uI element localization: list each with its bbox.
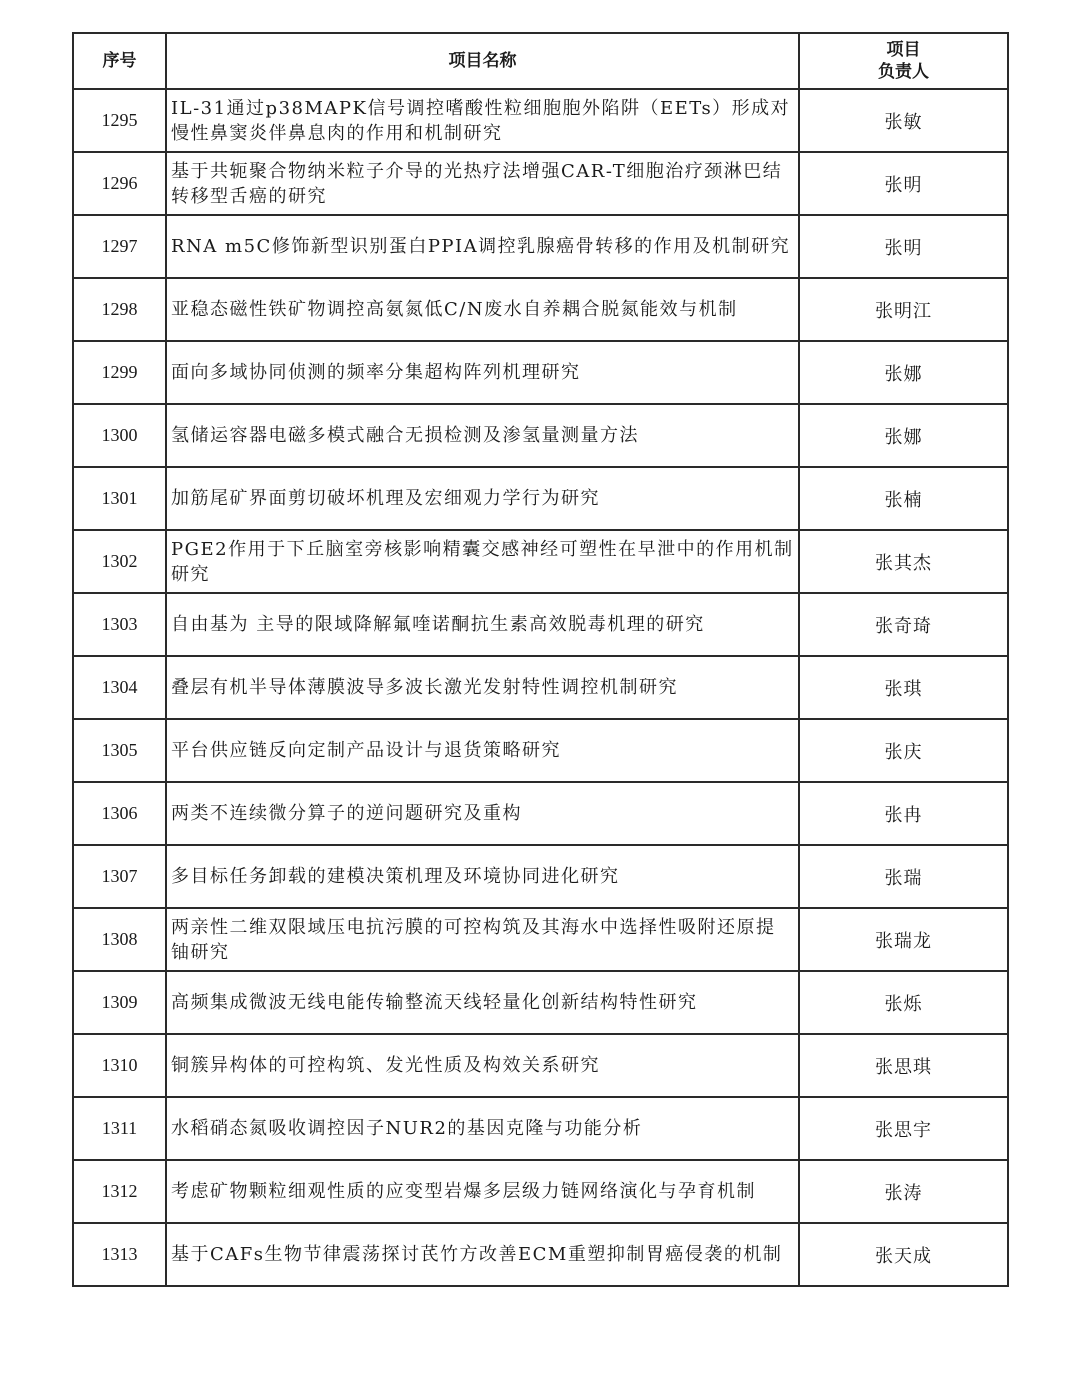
header-leader-line1: 项目 (886, 40, 921, 60)
row-project-name: 两类不连续微分算子的逆问题研究及重构 (166, 782, 799, 845)
row-number: 1299 (73, 341, 166, 404)
row-project-leader: 张琪 (799, 656, 1008, 719)
table-row (73, 971, 1008, 1034)
row-number: 1312 (73, 1160, 166, 1223)
row-number: 1310 (73, 1034, 166, 1097)
row-number: 1304 (73, 656, 166, 719)
row-number: 1311 (73, 1097, 166, 1160)
row-number: 1313 (73, 1223, 166, 1286)
row-number: 1298 (73, 278, 166, 341)
table-row (73, 152, 1008, 215)
row-project-name: 多目标任务卸载的建模决策机理及环境协同进化研究 (166, 845, 799, 908)
header-project-leader (799, 33, 1008, 89)
row-number: 1309 (73, 971, 166, 1034)
row-project-name: 亚稳态磁性铁矿物调控高氨氮低C/N废水自养耦合脱氮能效与机制 (166, 278, 799, 341)
header-row (73, 33, 1008, 89)
table-row (73, 467, 1008, 530)
row-project-leader: 张娜 (799, 404, 1008, 467)
row-project-name: 加筋尾矿界面剪切破坏机理及宏细观力学行为研究 (166, 467, 799, 530)
row-project-leader: 张明江 (799, 278, 1008, 341)
row-number: 1295 (73, 89, 166, 152)
row-project-name: 考虑矿物颗粒细观性质的应变型岩爆多层级力链网络演化与孕育机制 (166, 1160, 799, 1223)
row-number: 1303 (73, 593, 166, 656)
row-project-leader: 张瑞 (799, 845, 1008, 908)
row-number: 1305 (73, 719, 166, 782)
row-project-leader: 张庆 (799, 719, 1008, 782)
row-project-name: 氢储运容器电磁多模式融合无损检测及渗氢量测量方法 (166, 404, 799, 467)
row-number: 1306 (73, 782, 166, 845)
table-row (73, 908, 1008, 971)
row-project-name: 水稻硝态氮吸收调控因子NUR2的基因克隆与功能分析 (166, 1097, 799, 1160)
row-number: 1300 (73, 404, 166, 467)
row-number: 1307 (73, 845, 166, 908)
table-row (73, 404, 1008, 467)
header-project-name: 项目名称 (166, 33, 799, 89)
row-project-name: 基于共轭聚合物纳米粒子介导的光热疗法增强CAR-T细胞治疗颈淋巴结转移型舌癌的研究 (166, 152, 799, 215)
row-project-leader: 张敏 (799, 89, 1008, 152)
row-project-leader: 张奇琦 (799, 593, 1008, 656)
row-number: 1302 (73, 530, 166, 593)
row-project-leader: 张涛 (799, 1160, 1008, 1223)
table-body (73, 89, 1008, 1286)
row-project-leader: 张天成 (799, 1223, 1008, 1286)
row-project-leader: 张思琪 (799, 1034, 1008, 1097)
row-project-leader: 张瑞龙 (799, 908, 1008, 971)
row-project-leader: 张思宇 (799, 1097, 1008, 1160)
table-row (73, 530, 1008, 593)
table-row (73, 656, 1008, 719)
table-row (73, 1097, 1008, 1160)
row-project-name: 基于CAFs生物节律震荡探讨芪竹方改善ECM重塑抑制胃癌侵袭的机制 (166, 1223, 799, 1286)
table-row (73, 1160, 1008, 1223)
row-project-leader: 张明 (799, 152, 1008, 215)
table-header (73, 33, 1008, 89)
project-table (72, 32, 1009, 1287)
row-number: 1308 (73, 908, 166, 971)
row-number: 1297 (73, 215, 166, 278)
header-leader-line2: 负责人 (878, 62, 929, 82)
row-project-leader: 张楠 (799, 467, 1008, 530)
table-row (73, 593, 1008, 656)
table-row (73, 89, 1008, 152)
table-row (73, 845, 1008, 908)
row-project-name: RNA m5C修饰新型识别蛋白PPIA调控乳腺癌骨转移的作用及机制研究 (166, 215, 799, 278)
table-row (73, 341, 1008, 404)
table-row (73, 719, 1008, 782)
row-project-name: 高频集成微波无线电能传输整流天线轻量化创新结构特性研究 (166, 971, 799, 1034)
table-row (73, 1223, 1008, 1286)
row-number: 1301 (73, 467, 166, 530)
row-project-leader: 张烁 (799, 971, 1008, 1034)
row-project-name: PGE2作用于下丘脑室旁核影响精囊交感神经可塑性在早泄中的作用机制研究 (166, 530, 799, 593)
row-number: 1296 (73, 152, 166, 215)
row-project-name: 两亲性二维双限域压电抗污膜的可控构筑及其海水中选择性吸附还原提铀研究 (166, 908, 799, 971)
row-project-name: IL-31通过p38MAPK信号调控嗜酸性粒细胞胞外陷阱（EETs）形成对慢性鼻窦炎伴鼻息肉的作用和机制研究 (166, 89, 799, 152)
table-row (73, 782, 1008, 845)
row-project-leader: 张其杰 (799, 530, 1008, 593)
row-project-leader: 张冉 (799, 782, 1008, 845)
table-row (73, 215, 1008, 278)
row-project-name: 叠层有机半导体薄膜波导多波长激光发射特性调控机制研究 (166, 656, 799, 719)
header-number: 序号 (73, 33, 166, 89)
row-project-name: 平台供应链反向定制产品设计与退货策略研究 (166, 719, 799, 782)
row-project-leader: 张娜 (799, 341, 1008, 404)
table-row (73, 278, 1008, 341)
row-project-name: 铜簇异构体的可控构筑、发光性质及构效关系研究 (166, 1034, 799, 1097)
row-project-name: 自由基为 主导的限域降解氟喹诺酮抗生素高效脱毒机理的研究 (166, 593, 799, 656)
row-project-leader: 张明 (799, 215, 1008, 278)
row-project-name: 面向多域协同侦测的频率分集超构阵列机理研究 (166, 341, 799, 404)
table-row (73, 1034, 1008, 1097)
